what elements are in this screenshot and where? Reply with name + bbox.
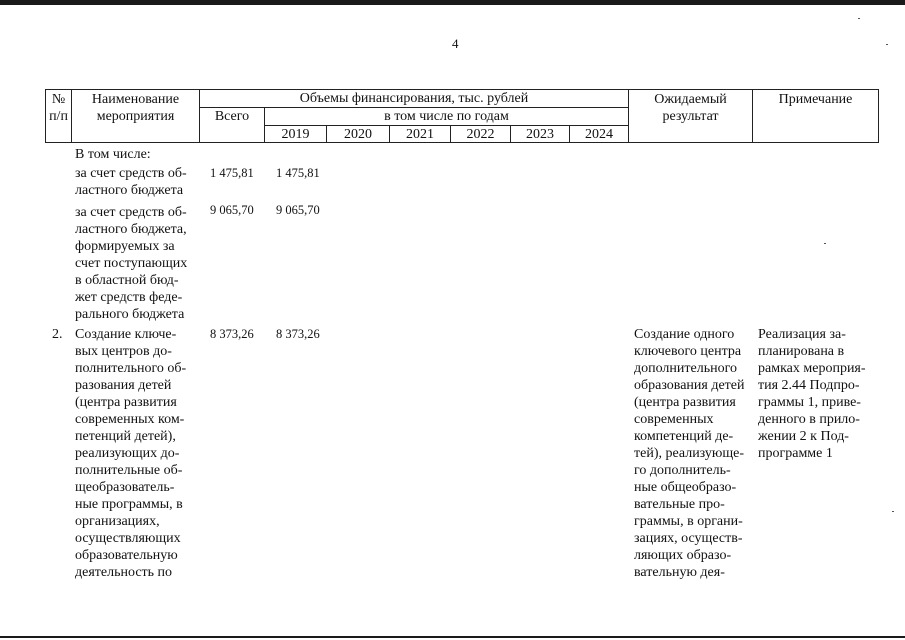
row-name-line: в областной бюд- <box>75 273 179 288</box>
row-2019-value: 8 373,26 <box>276 327 320 341</box>
row-subheading: В том числе: <box>75 147 151 162</box>
header-result-line1: Ожидаемый <box>654 92 727 107</box>
row-name-line: осуществляющих <box>75 531 181 546</box>
row-note-line: тия 2.44 Подпро- <box>758 378 860 393</box>
scan-speck <box>858 18 860 19</box>
row-name-line: вых центров до- <box>75 344 172 359</box>
row-result-line: образования детей <box>634 378 745 393</box>
row-name-line: жет средств феде- <box>75 290 183 305</box>
row-name-line: реализующих до- <box>75 446 180 461</box>
row-name-line: полнительного об- <box>75 361 187 376</box>
row-name-line: за счет средств об- <box>75 205 187 220</box>
row-result-line: вательную дея- <box>634 565 725 580</box>
row-result-line: ляющих образо- <box>634 548 732 563</box>
scan-speck <box>892 511 894 512</box>
row-total-value: 9 065,70 <box>210 203 254 217</box>
row-2019-value: 9 065,70 <box>276 203 320 217</box>
header-year-2021: 2021 <box>406 127 434 142</box>
row-result-line: го дополнитель- <box>634 463 731 478</box>
row-name-line: (центра развития <box>75 395 177 410</box>
header-year-2020: 2020 <box>344 127 372 142</box>
row-name-line: полнительные об- <box>75 463 183 478</box>
row-result-line: граммы, в органи- <box>634 514 743 529</box>
row-note-line: граммы 1, приве- <box>758 395 861 410</box>
scan-speck <box>886 44 888 45</box>
row-note-line: денного в прило- <box>758 412 860 427</box>
header-year-2023: 2023 <box>526 127 554 142</box>
header-name-line1: Наименование <box>91 92 180 107</box>
row-name-line: ластного бюджета <box>75 183 184 198</box>
row-name-line: современных ком- <box>75 412 185 427</box>
scan-bottom-edge <box>0 636 905 638</box>
page-number: 4 <box>452 36 459 51</box>
row-name-line: Создание ключе- <box>75 327 177 342</box>
row-name-line: деятельность по <box>75 565 173 580</box>
row-note-line: программе 1 <box>758 446 833 461</box>
row-total-value: 8 373,26 <box>210 327 254 341</box>
header-result-line2: результат <box>662 109 719 124</box>
row-result-line: Создание одного <box>634 327 735 342</box>
header-no-line1: № <box>51 92 66 107</box>
header-name-line2: мероприятия <box>96 109 175 124</box>
row-result-line: тей), реализующе- <box>634 446 745 461</box>
row-number: 2. <box>52 327 63 342</box>
row-note-line: планирована в <box>758 344 845 359</box>
row-name-line: щеобразователь- <box>75 480 175 495</box>
row-name-line: разования детей <box>75 378 172 393</box>
header-year-2024: 2024 <box>585 127 613 142</box>
row-name-line: организациях, <box>75 514 160 529</box>
row-name-line: за счет средств об- <box>75 166 187 181</box>
row-result-line: современных <box>634 412 714 427</box>
row-result-line: (центра развития <box>634 395 736 410</box>
header-by-years-label: в том числе по годам <box>384 109 509 124</box>
header-financing-title: Объемы финансирования, тыс. рублей <box>299 91 529 106</box>
scan-top-edge <box>0 0 905 5</box>
row-name-line: ные программы, в <box>75 497 183 512</box>
row-result-line: вательные про- <box>634 497 725 512</box>
row-note-line: жении 2 к Под- <box>758 429 849 444</box>
row-result-line: компетенций де- <box>634 429 734 444</box>
row-name-line: петенций детей), <box>75 429 176 444</box>
row-name-line: образовательную <box>75 548 178 563</box>
row-name-line: формируемых за <box>75 239 175 254</box>
scan-speck <box>824 243 826 244</box>
row-result-line: зациях, осуществ- <box>634 531 743 546</box>
header-note: Примечание <box>778 92 853 107</box>
row-name-line: ластного бюджета, <box>75 222 187 237</box>
header-total-label: Всего <box>214 109 250 124</box>
row-result-line: ные общеобразо- <box>634 480 737 495</box>
row-name-line: рального бюджета <box>75 307 185 322</box>
row-result-line: дополнительного <box>634 361 737 376</box>
row-note-line: рамках мероприя- <box>758 361 866 376</box>
row-note-line: Реализация за- <box>758 327 846 342</box>
row-result-line: ключевого центра <box>634 344 742 359</box>
row-total-value: 1 475,81 <box>210 166 254 180</box>
row-name-line: счет поступающих <box>75 256 188 271</box>
header-no-line2: п/п <box>49 109 68 124</box>
row-2019-value: 1 475,81 <box>276 166 320 180</box>
header-year-2022: 2022 <box>466 127 495 142</box>
header-year-2019: 2019 <box>281 127 310 142</box>
